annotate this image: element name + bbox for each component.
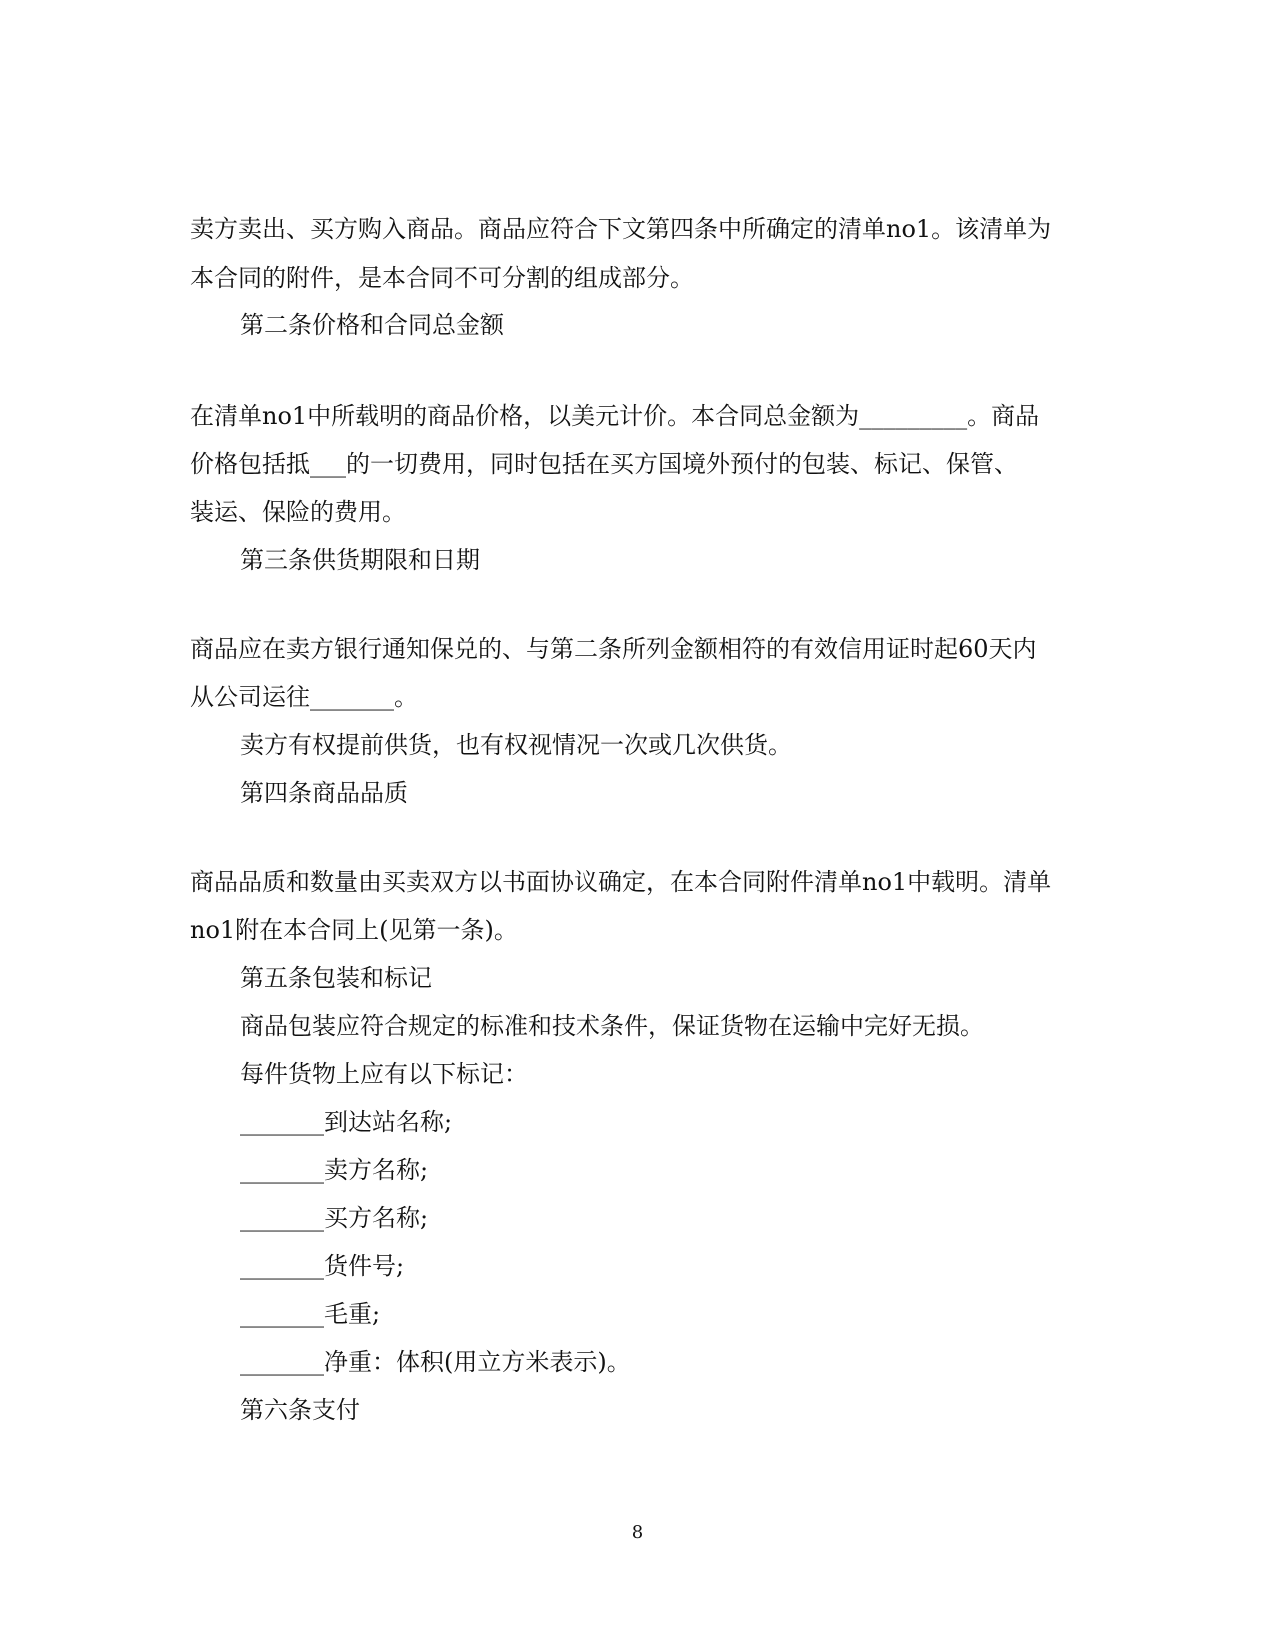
body-text-line: 本合同的附件，是本合同不可分割的组成部分。 [190, 264, 694, 292]
marking-item: _______货件号; [240, 1252, 405, 1280]
body-text-line: 价格包括抵___的一切费用，同时包括在买方国境外预付的包装、标记、保管、 [190, 450, 1018, 478]
section-heading-article-3: 第三条供货期限和日期 [240, 546, 480, 574]
page-number: 8 [631, 1522, 644, 1543]
section-heading-article-4: 第四条商品品质 [240, 779, 408, 807]
marking-item: _______买方名称; [240, 1204, 429, 1232]
body-text-line: 商品品质和数量由买卖双方以书面协议确定，在本合同附件清单no1中载明。清单 [190, 868, 1052, 896]
marking-item: _______净重：体积(用立方米表示)。 [240, 1348, 631, 1376]
body-text-line: 每件货物上应有以下标记： [240, 1060, 528, 1088]
marking-item: _______卖方名称; [240, 1156, 429, 1184]
body-text-line: 商品应在卖方银行通知保兑的、与第二条所列金额相符的有效信用证时起60天内 [190, 635, 1037, 663]
body-text-line: 装运、保险的费用。 [190, 498, 406, 526]
marking-item: _______到达站名称; [240, 1108, 453, 1136]
marking-item: _______毛重; [240, 1300, 381, 1328]
body-text-line: no1附在本合同上(见第一条)。 [190, 916, 518, 944]
body-text-line: 卖方卖出、买方购入商品。商品应符合下文第四条中所确定的清单no1。该清单为 [190, 215, 1052, 243]
body-text-line: 在清单no1中所载明的商品价格，以美元计价。本合同总金额为_________。商品 [190, 402, 1040, 430]
section-heading-article-2: 第二条价格和合同总金额 [240, 311, 504, 339]
body-text-line: 商品包装应符合规定的标准和技术条件，保证货物在运输中完好无损。 [240, 1012, 984, 1040]
section-heading-article-6: 第六条支付 [240, 1396, 360, 1424]
body-text-line: 卖方有权提前供货，也有权视情况一次或几次供货。 [240, 731, 792, 759]
body-text-line: 从公司运往_______。 [190, 683, 418, 711]
section-heading-article-5: 第五条包装和标记 [240, 964, 432, 992]
